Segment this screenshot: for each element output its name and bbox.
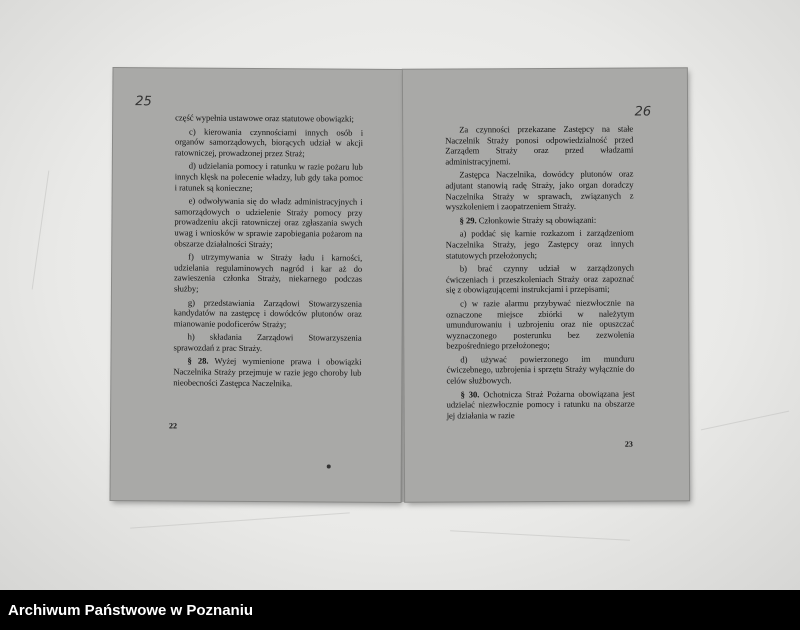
- paragraph: c) kierowania czynnościami innych osób i organów samorządowych, biorących udział w akcji ratowniczej, prowadzonej przez Straż;: [174, 126, 364, 159]
- paragraph: g) przedstawiania Zarządowi Stowarzyszenia kandydatów na zastępcę i dowódców plutonów oraz mianowanie podoficerów Straży;: [173, 297, 362, 329]
- paragraph: d) udzielania pomocy i ratunku w razie pożaru lub innych klęsk na polecenie władzy, lub gdy taka pomoc i ratunek są konieczne;: [174, 160, 363, 193]
- paragraph: d) używać powierzonego im munduru ćwiczebnego, uzbrojenia i sprzętu Straży wyłącznie do celów służbowych.: [446, 353, 635, 386]
- paragraph: część wypełnia ustawowe oraz statutowe obowiązki;: [175, 112, 354, 124]
- section-text: Ochotnicza Straż Pożarna obowiązana jest udzielać niezwłocznie pomocy i ratunku na obszarze jej działania w razie: [446, 388, 635, 421]
- section-text: Wyżej wymienione prawa i obowiązki Naczelnika Straży przejmuje w razie jego choroby lub nieobecności Zastępca Naczelnika.: [173, 356, 362, 388]
- paragraph: a) poddać się karnie rozkazom i zarządzeniom Naczelnika Straży, jego Zastępcy oraz innych statutowych przełożonych;: [445, 227, 634, 261]
- section-29: [446, 214, 634, 226]
- archive-pencil-number: 26: [634, 104, 652, 120]
- paragraph: h) składania Zarządowi Stowarzyszenia sprawozdań z prac Straży.: [173, 331, 362, 353]
- left-text-column: [173, 112, 363, 392]
- page-number: 23: [624, 439, 633, 449]
- section-30: [447, 388, 635, 421]
- paper-speck: [327, 464, 331, 468]
- section-number: § 29.: [459, 215, 477, 226]
- paragraph: f) utrzymywania w Straży ładu i karności, udzielania regulaminowych nagród i kar aż do zawieszenia członka Straży, niekarnego podczas służby;: [173, 251, 363, 294]
- right-text-column: [445, 124, 635, 424]
- section-number: § 30.: [460, 389, 480, 400]
- section-28: [173, 356, 361, 389]
- page-number: 22: [168, 421, 178, 431]
- paragraph: b) brać czynny udział w zarządzonych ćwiczeniach i przeszkoleniach Straży oraz zapoznać się z obowiązującemi instrukcjami i przepisami;: [445, 262, 634, 295]
- archive-footer: [0, 590, 800, 630]
- right-page: [403, 68, 689, 501]
- paragraph: c) w razie alarmu przybywać niezwłocznie na oznaczone miejsce zbiórki w należytym umundurowaniu i uzbrojeniu oraz nie opuszczać wyznaczonego posterunku bez zezwolenia bezpośredniego przełożonego;: [446, 297, 635, 351]
- paragraph: Za czynności przekazane Zastępcy na stałe Naczelnik Straży ponosi odpowiedzialność przed Zarządem Straży oraz przed władzami administracyjnemi.: [445, 123, 634, 167]
- section-text: Członkowie Straży są obowiązani:: [478, 214, 597, 226]
- paragraph: Zastępca Naczelnika, dowódcy plutonów oraz adjutant stanowią radę Straży, jako organ doradczy Naczelnika Straży w sprawach, związanych z wyszkoleniem i zaopatrzeniem Straży.: [445, 168, 634, 212]
- left-page: [110, 68, 403, 502]
- archive-pencil-number: 25: [135, 94, 152, 110]
- paragraph: e) odwoływania się do władz administracyjnych i samorządowych o udzielenie Straży pomocy przy prowadzeniu akcji ratowniczej oraz zgłaszania swych uwag i wniosków w sprawie zapobiegania pożarom na obszarze działalności Straży;: [174, 195, 363, 249]
- section-number: § 28.: [187, 355, 209, 367]
- archive-label: Archiwum Państwowe w Poznaniu: [8, 602, 254, 619]
